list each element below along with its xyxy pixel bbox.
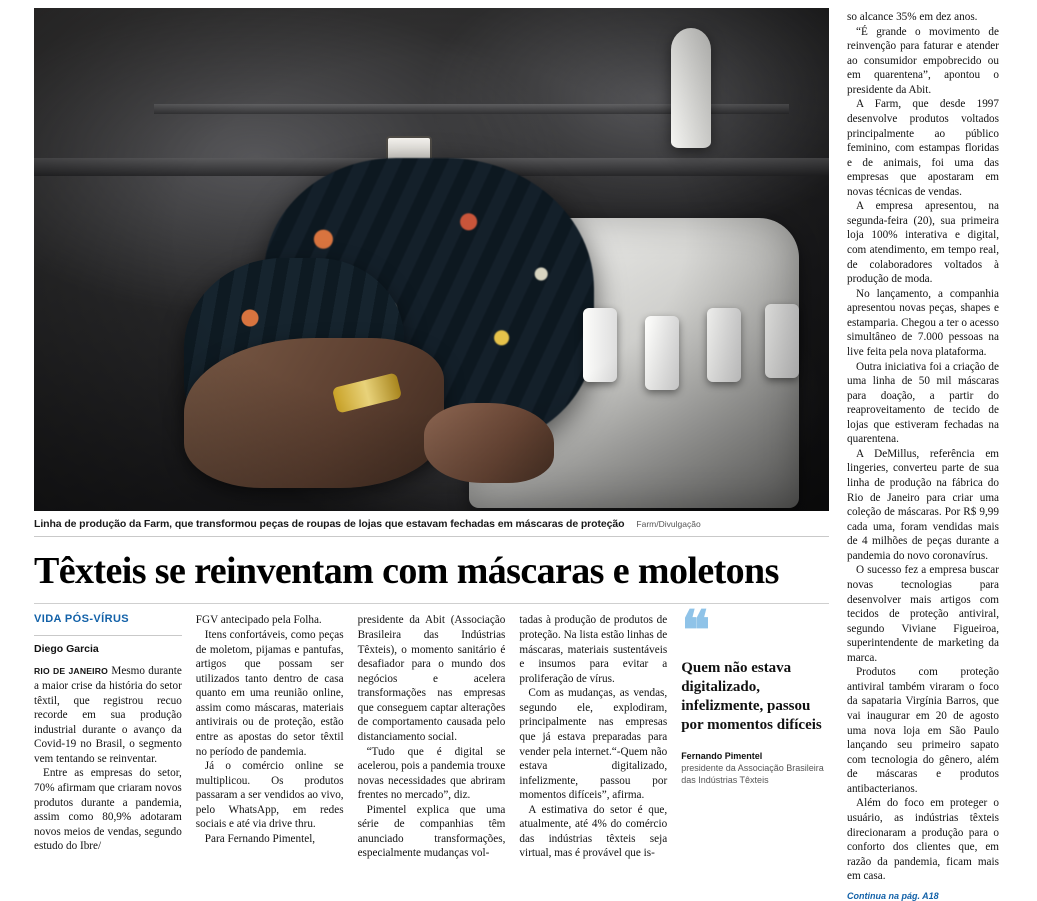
paragraph: A Farm, que desde 1997 desenvolve produtos voltados principalmente ao público feminino, com estampas floridas e de animais, foi uma das empresas que apostaram em novas técnicas de vendas. <box>847 98 999 198</box>
pull-quote-attribution-name: Fernando Pimentel <box>681 751 763 761</box>
column-3 <box>358 613 506 861</box>
paragraph: Já o comércio online se multiplicou. Os produtos passaram a ser vendidos ao vivo, pelo WhatsApp, em redes sociais e até via drive thru. <box>195 760 344 831</box>
quote-mark-icon: ❝ <box>681 601 711 662</box>
paragraph: O sucesso fez a empresa buscar novas tecnologias para desenvolver mais artigos com tecidos de proteção antiviral, segundo Viviane Figueiroa, superintendente de marketing da marca. <box>847 564 999 664</box>
pull-quote <box>681 601 829 861</box>
paragraph: Para Fernando Pimentel, <box>204 832 316 845</box>
paragraph: Produtos com proteção antiviral também viraram o foco da sapataria Virgínia Barros, que vai inaugurar em 20 de agosto uma nova loja em São Paulo lançando seu primeiro sapato com tecnologia do gênero, além de máscaras e produtos antibacterianos. <box>847 666 999 795</box>
paragraph: Itens confortáveis, como peças de moletom, pijamas e pantufas, artigos que possam ser utilizados tanto dentro de casa quanto em uma reunião online, assim como máscaras, materiais antivirais ou de proteção, estão entre as apostas do setor têxtil no período de pandemia. <box>195 629 344 758</box>
paragraph: so alcance 35% em dez anos. <box>847 11 978 23</box>
article-photo <box>34 8 829 511</box>
paragraph: presidente da Abit (Associação Brasileira das Indústrias Têxteis), o momento sanitário é desafiador para o mundo dos negócios e acelera transformações nas empresas que conseguem captar alterações de comportamento causada pelo distanciamento social. <box>357 614 506 743</box>
paragraph: Outra iniciativa foi a criação de uma linha de 50 mil máscaras para doação, a partir do reaproveitamento de tecido de lojas que estiveram fechadas na quarentena. <box>847 360 999 446</box>
dateline: RIO DE JANEIRO <box>34 666 109 677</box>
paragraph: No lançamento, a companhia apresentou novas peças, shapes e estamparia. Chegou a ter o acesso simultâneo de 7.000 pessoas na live feita pela nova plataforma. <box>847 287 999 358</box>
byline: Diego Garcia <box>34 635 182 655</box>
pull-quote-attribution-role: presidente da Associação Brasileira das Indústrias Têxteis <box>681 763 824 785</box>
paragraph: A DeMillus, referência em lingeries, converteu parte de sua linha de produção na fábrica do Rio de Janeiro para criar uma coleção de máscaras. Por R$ 9,99 cada uma, foram vendidas mais de 4 milhões de peças durante a pandemia do novo coronavírus. <box>847 447 999 562</box>
pull-quote-text: Quem não estava digitalizado, infelizmente, passou por momentos difíceis <box>681 660 822 734</box>
paragraph: tadas à produção de produtos de proteção. Na lista estão linhas de máscaras, materiais sustentáveis e insumos para evitar a proliferação de vírus. <box>519 614 668 685</box>
paragraph: “Tudo que é digital se acelerou, pois a pandemia trouxe novas necessidades que abriram frentes no mercado”, diz. <box>357 745 506 802</box>
paragraph <box>34 664 182 766</box>
paragraph: Além do foco em proteger o usuário, as indústrias têxteis direcionaram a produção para o conforto dos clientes que, em razão da pandemia, ficam mais em casa. <box>847 797 999 883</box>
page-layout <box>34 8 1009 901</box>
paragraph: Com as mudanças, as vendas, segundo ele, explodiram, principalmente nas empresas que já estava preparadas para vender pela internet.“-Quem não estava digitalizado, infelizmente, passou por momentos difíceis”, afirma. <box>519 687 668 802</box>
paragraph: A empresa apresentou, na segunda-feira (20), sua primeira loja 100% interativa e digital, com atendimento, em tempo real, de colaboradores voltados à produção de moda. <box>847 200 999 286</box>
photo-credit: Farm/Divulgação <box>636 519 701 530</box>
paragraph: A estimativa do setor é que, atualmente, até 4% do comércio das indústrias têxteis seja virtual, mas é provável que is- <box>519 803 668 860</box>
photo-caption-row <box>34 511 829 537</box>
paragraph: “É grande o movimento de reinvenção para faturar e atender ao consumidor empobrecido ou em quarentena”, apontou o presidente da Abit. <box>847 25 999 96</box>
main-article-zone <box>34 8 829 861</box>
paragraph: Pimentel explica que uma série de companhias têm anunciado transformações, especialmente mudanças vol- <box>357 803 506 860</box>
page-title: Têxteis se reinventam com máscaras e moletons <box>34 550 779 593</box>
section-kicker: VIDA PÓS-VÍRUS <box>34 613 130 626</box>
paragraph: Entre as empresas do setor, 70% afirmam que criaram novos produtos durante a pandemia, assim como 80,9% adotaram novos meios de vendas, segundo estudo do Ibre/ <box>34 767 182 853</box>
continuation-link[interactable]: Continua na pág. A18 <box>847 890 939 901</box>
column-right <box>847 8 999 901</box>
column-2 <box>196 613 344 861</box>
paragraph-text: Mesmo durante a maior crise da história do setor têxtil, que registrou recuo recorde em sua produção industrial durante o avanço da Covid-19 no Brasil, o segmento vem tentando se reinventar. <box>34 665 182 765</box>
photo-caption: Linha de produção da Farm, que transformou peças de roupas de lojas que estavam fechadas em máscaras de proteção <box>34 518 625 531</box>
photo-vignette <box>34 8 829 511</box>
column-1 <box>34 613 182 861</box>
photo-image <box>34 8 829 511</box>
paragraph: FGV antecipado pela Folha. <box>195 614 322 627</box>
column-4 <box>519 613 667 861</box>
body-columns <box>34 601 829 861</box>
